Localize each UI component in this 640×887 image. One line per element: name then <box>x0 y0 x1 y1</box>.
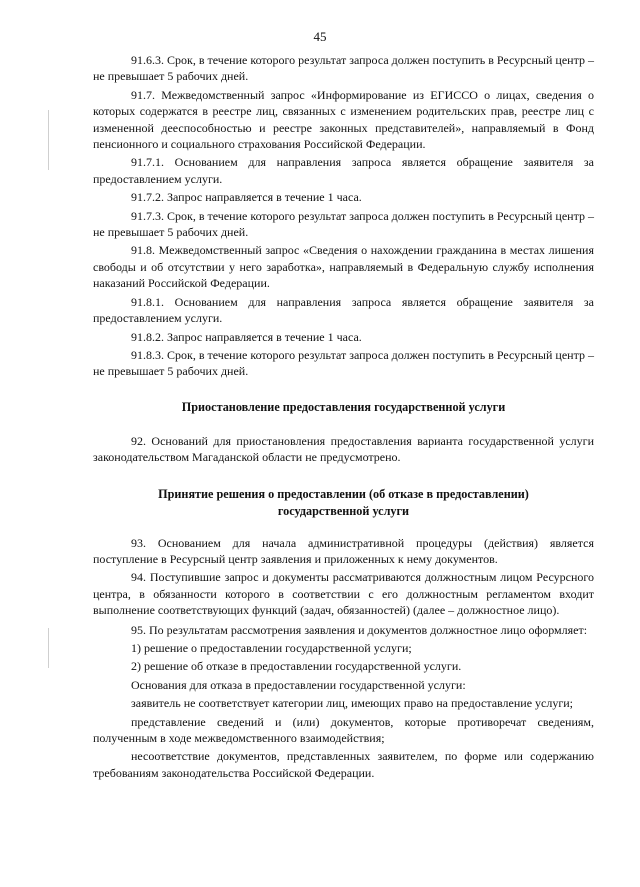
paragraph-94: 94. Поступившие запрос и документы рассматриваются должностным лицом Ресурсного центра, в обязанности которого в соответствии с его должностным регламентом входит выполнение соответствующих функций (задач, обязанностей) (далее – должностное лицо). <box>93 570 594 618</box>
ground-item-2: представление сведений и (или) документов, которые противоречат сведениям, полученным в ходе межведомственного взаимодействия; <box>93 714 594 745</box>
paragraph-91-7-1: 91.7.1. Основанием для направления запроса является обращение заявителя за предоставлением услуги. <box>93 155 594 186</box>
paragraph-91-8-1: 91.8.1. Основанием для направления запроса является обращение заявителя за предоставлением услуги. <box>93 294 594 326</box>
paragraph-92: 92. Оснований для приостановления предоставления варианта государственной услуги законодательством Магаданской области не предусмотрено. <box>93 433 594 465</box>
paragraph-91-7-2: 91.7.2. Запрос направляется в течение 1 часа. <box>131 190 362 205</box>
section-heading-decision <box>93 486 594 520</box>
section-heading-decision-line-1: Принятие решения о предоставлении (об отказе в предоставлении) <box>158 486 529 501</box>
section-heading-suspension: Приостановление предоставления государственной услуги <box>181 399 506 414</box>
ground-item-1: заявитель не соответствует категории лиц, имеющих право на предоставление услуги; <box>131 696 574 711</box>
paragraph-91-7: 91.7. Межведомственный запрос «Информирование из ЕГИССО о лицах, сведения о которых содержатся в реестре лиц, связанных с изменением родительских прав, реестре лиц с измененной дееспособностью и реестре законных представителей», направляемый в Фонд пенсионного и социального страхования Российской Федерации. <box>93 87 594 152</box>
paragraph-93: 93. Основанием для начала административной процедуры (действия) является поступление в Ресурсный центр заявления и приложенных к нему документов. <box>93 535 594 566</box>
grounds-title: Основания для отказа в предоставлении государственной услуги: <box>131 677 466 692</box>
paragraph-91-8: 91.8. Межведомственный запрос «Сведения о нахождении гражданина в местах лишения свободы и об отсутствии у него заработка», направляемый в Федеральную службу исполнения наказаний Российской Федерации. <box>93 243 594 291</box>
scan-margin-mark <box>48 110 49 170</box>
paragraph-91-8-2: 91.8.2. Запрос направляется в течение 1 часа. <box>131 329 362 344</box>
scan-margin-mark <box>48 628 49 668</box>
paragraph-91-6-3: 91.6.3. Срок, в течение которого результат запроса должен поступить в Ресурсный центр – не превышает 5 рабочих дней. <box>93 53 594 84</box>
page-number: 45 <box>313 29 327 44</box>
paragraph-95: 95. По результатам рассмотрения заявления и документов должностное лицо оформляет: <box>131 622 588 637</box>
ground-item-3: несоответствие документов, представленных заявителем, по форме или содержанию требованиям законодательства Российской Федерации. <box>93 749 594 780</box>
list-item-1: 1) решение о предоставлении государственной услуги; <box>131 640 412 655</box>
list-item-2: 2) решение об отказе в предоставлении государственной услуги. <box>131 659 462 674</box>
paragraph-91-7-3: 91.7.3. Срок, в течение которого результат запроса должен поступить в Ресурсный центр – не превышает 5 рабочих дней. <box>93 208 594 240</box>
section-heading-decision-line-2: государственной услуги <box>277 503 410 518</box>
paragraph-91-8-3: 91.8.3. Срок, в течение которого результат запроса должен поступить в Ресурсный центр – не превышает 5 рабочих дней. <box>93 347 594 379</box>
document-body <box>93 52 594 783</box>
